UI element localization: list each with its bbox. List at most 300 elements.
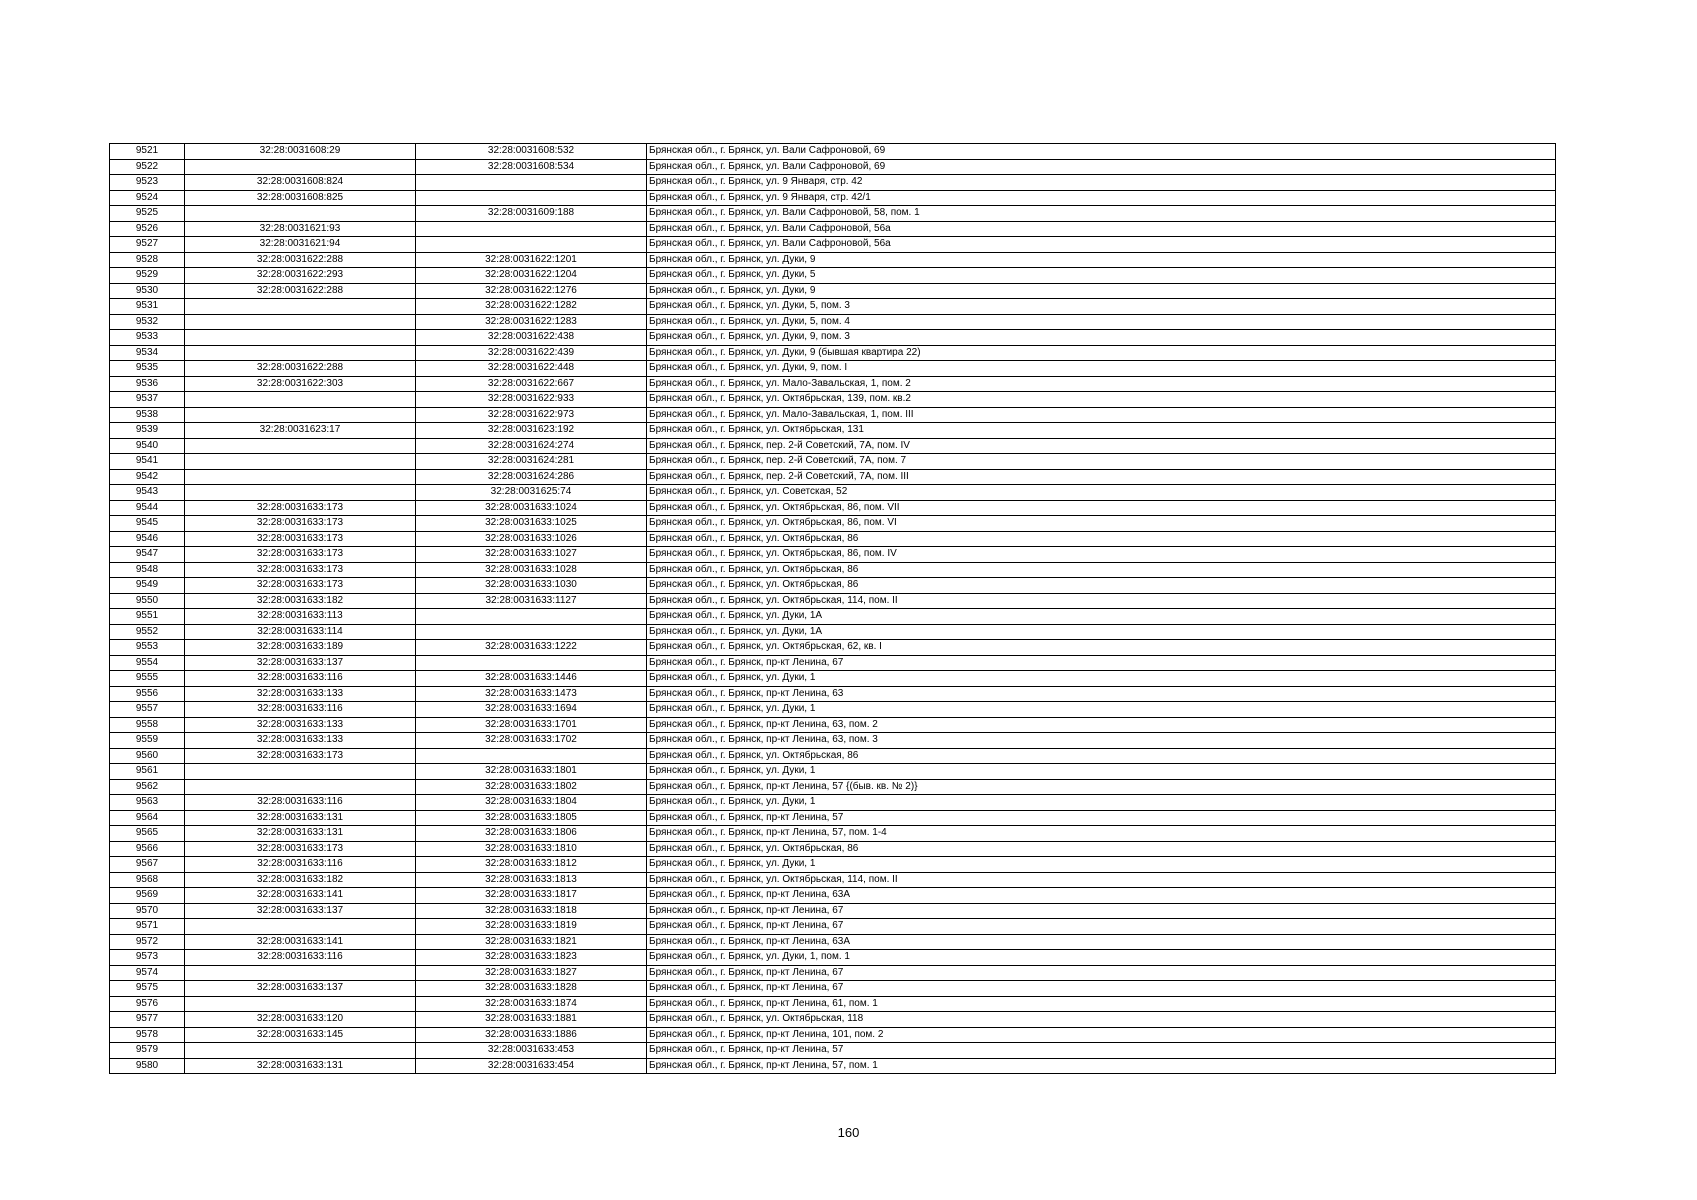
address-cell: Брянская обл., г. Брянск, ул. Вали Сафроновой, 56а xyxy=(647,237,1556,253)
table-row xyxy=(110,283,1556,299)
address-cell: Брянская обл., г. Брянск, пр-кт Ленина, 63А xyxy=(647,888,1556,904)
land-plot-cadastral-number-cell: 32:28:0031633:131 xyxy=(185,810,416,826)
table-row xyxy=(110,144,1556,160)
land-plot-cadastral-number-cell: 32:28:0031633:173 xyxy=(185,748,416,764)
row-number-cell: 9555 xyxy=(110,671,185,687)
address-cell: Брянская обл., г. Брянск, ул. Октябрьская, 86 xyxy=(647,562,1556,578)
land-plot-cadastral-number-cell: 32:28:0031633:116 xyxy=(185,702,416,718)
object-cadastral-number-cell: 32:28:0031633:454 xyxy=(416,1058,647,1074)
table-row xyxy=(110,1012,1556,1028)
row-number-cell: 9556 xyxy=(110,686,185,702)
address-cell: Брянская обл., г. Брянск, ул. Октябрьская, 114, пом. II xyxy=(647,872,1556,888)
land-plot-cadastral-number-cell xyxy=(185,965,416,981)
row-number-cell: 9524 xyxy=(110,190,185,206)
table-row xyxy=(110,919,1556,935)
land-plot-cadastral-number-cell xyxy=(185,485,416,501)
land-plot-cadastral-number-cell: 32:28:0031633:116 xyxy=(185,857,416,873)
address-cell: Брянская обл., г. Брянск, ул. Вали Сафроновой, 56а xyxy=(647,221,1556,237)
address-cell: Брянская обл., г. Брянск, ул. Октябрьская, 139, пом. кв.2 xyxy=(647,392,1556,408)
address-cell: Брянская обл., г. Брянск, пер. 2-й Советский, 7А, пом. 7 xyxy=(647,454,1556,470)
land-plot-cadastral-number-cell: 32:28:0031633:173 xyxy=(185,531,416,547)
object-cadastral-number-cell: 32:28:0031633:453 xyxy=(416,1043,647,1059)
land-plot-cadastral-number-cell: 32:28:0031633:133 xyxy=(185,686,416,702)
address-cell: Брянская обл., г. Брянск, пр-кт Ленина, 101, пом. 2 xyxy=(647,1027,1556,1043)
address-cell: Брянская обл., г. Брянск, ул. Дуки, 1, пом. 1 xyxy=(647,950,1556,966)
table-row xyxy=(110,1027,1556,1043)
object-cadastral-number-cell: 32:28:0031622:933 xyxy=(416,392,647,408)
object-cadastral-number-cell: 32:28:0031633:1127 xyxy=(416,593,647,609)
object-cadastral-number-cell: 32:28:0031633:1881 xyxy=(416,1012,647,1028)
land-plot-cadastral-number-cell xyxy=(185,159,416,175)
address-cell: Брянская обл., г. Брянск, ул. Дуки, 1 xyxy=(647,671,1556,687)
object-cadastral-number-cell: 32:28:0031633:1813 xyxy=(416,872,647,888)
row-number-cell: 9568 xyxy=(110,872,185,888)
table-row xyxy=(110,996,1556,1012)
address-cell: Брянская обл., г. Брянск, ул. Дуки, 1А xyxy=(647,609,1556,625)
address-cell: Брянская обл., г. Брянск, ул. Октябрьская, 118 xyxy=(647,1012,1556,1028)
object-cadastral-number-cell xyxy=(416,221,647,237)
row-number-cell: 9564 xyxy=(110,810,185,826)
row-number-cell: 9521 xyxy=(110,144,185,160)
land-plot-cadastral-number-cell: 32:28:0031633:182 xyxy=(185,872,416,888)
land-plot-cadastral-number-cell: 32:28:0031608:29 xyxy=(185,144,416,160)
row-number-cell: 9573 xyxy=(110,950,185,966)
land-plot-cadastral-number-cell: 32:28:0031633:189 xyxy=(185,640,416,656)
object-cadastral-number-cell: 32:28:0031624:286 xyxy=(416,469,647,485)
object-cadastral-number-cell: 32:28:0031622:1201 xyxy=(416,252,647,268)
land-plot-cadastral-number-cell: 32:28:0031633:141 xyxy=(185,934,416,950)
land-plot-cadastral-number-cell: 32:28:0031621:94 xyxy=(185,237,416,253)
row-number-cell: 9569 xyxy=(110,888,185,904)
address-cell: Брянская обл., г. Брянск, пр-кт Ленина, 57 {(быв. кв. № 2)} xyxy=(647,779,1556,795)
table-row xyxy=(110,206,1556,222)
address-cell: Брянская обл., г. Брянск, ул. Мало-Завальская, 1, пом. 2 xyxy=(647,376,1556,392)
object-cadastral-number-cell: 32:28:0031622:1276 xyxy=(416,283,647,299)
land-plot-cadastral-number-cell xyxy=(185,330,416,346)
address-cell: Брянская обл., г. Брянск, ул. Дуки, 9, пом. 3 xyxy=(647,330,1556,346)
object-cadastral-number-cell: 32:28:0031622:667 xyxy=(416,376,647,392)
address-cell: Брянская обл., г. Брянск, пр-кт Ленина, 67 xyxy=(647,655,1556,671)
table-row xyxy=(110,531,1556,547)
row-number-cell: 9552 xyxy=(110,624,185,640)
object-cadastral-number-cell: 32:28:0031633:1446 xyxy=(416,671,647,687)
row-number-cell: 9549 xyxy=(110,578,185,594)
address-cell: Брянская обл., г. Брянск, ул. Дуки, 1 xyxy=(647,795,1556,811)
row-number-cell: 9566 xyxy=(110,841,185,857)
table-row xyxy=(110,361,1556,377)
land-plot-cadastral-number-cell: 32:28:0031633:173 xyxy=(185,516,416,532)
row-number-cell: 9578 xyxy=(110,1027,185,1043)
object-cadastral-number-cell xyxy=(416,624,647,640)
land-plot-cadastral-number-cell: 32:28:0031633:145 xyxy=(185,1027,416,1043)
table-row xyxy=(110,702,1556,718)
land-plot-cadastral-number-cell: 32:28:0031622:293 xyxy=(185,268,416,284)
address-cell: Брянская обл., г. Брянск, пр-кт Ленина, 63, пом. 3 xyxy=(647,733,1556,749)
object-cadastral-number-cell: 32:28:0031633:1805 xyxy=(416,810,647,826)
table-row xyxy=(110,655,1556,671)
page-number: 160 xyxy=(837,1125,860,1140)
row-number-cell: 9533 xyxy=(110,330,185,346)
land-plot-cadastral-number-cell xyxy=(185,299,416,315)
table-row xyxy=(110,733,1556,749)
address-cell: Брянская обл., г. Брянск, пер. 2-й Советский, 7А, пом. IV xyxy=(647,438,1556,454)
address-cell: Брянская обл., г. Брянск, ул. Дуки, 1 xyxy=(647,857,1556,873)
table-row xyxy=(110,841,1556,857)
table-row xyxy=(110,159,1556,175)
address-cell: Брянская обл., г. Брянск, ул. Октябрьская, 62, кв. I xyxy=(647,640,1556,656)
table-row xyxy=(110,717,1556,733)
table-row xyxy=(110,345,1556,361)
land-plot-cadastral-number-cell: 32:28:0031633:173 xyxy=(185,562,416,578)
object-cadastral-number-cell: 32:28:0031633:1812 xyxy=(416,857,647,873)
table-row xyxy=(110,981,1556,997)
row-number-cell: 9576 xyxy=(110,996,185,1012)
address-cell: Брянская обл., г. Брянск, пр-кт Ленина, 67 xyxy=(647,981,1556,997)
land-plot-cadastral-number-cell xyxy=(185,438,416,454)
land-plot-cadastral-number-cell: 32:28:0031633:113 xyxy=(185,609,416,625)
row-number-cell: 9545 xyxy=(110,516,185,532)
table-row xyxy=(110,826,1556,842)
table-row xyxy=(110,237,1556,253)
address-cell: Брянская обл., г. Брянск, ул. Октябрьская, 86 xyxy=(647,748,1556,764)
address-cell: Брянская обл., г. Брянск, ул. Дуки, 1 xyxy=(647,702,1556,718)
row-number-cell: 9565 xyxy=(110,826,185,842)
object-cadastral-number-cell xyxy=(416,237,647,253)
row-number-cell: 9522 xyxy=(110,159,185,175)
table-row xyxy=(110,500,1556,516)
row-number-cell: 9531 xyxy=(110,299,185,315)
row-number-cell: 9525 xyxy=(110,206,185,222)
table-row xyxy=(110,578,1556,594)
object-cadastral-number-cell: 32:28:0031633:1801 xyxy=(416,764,647,780)
object-cadastral-number-cell: 32:28:0031633:1806 xyxy=(416,826,647,842)
table-row xyxy=(110,624,1556,640)
table-row xyxy=(110,423,1556,439)
table-row xyxy=(110,934,1556,950)
land-plot-cadastral-number-cell: 32:28:0031633:141 xyxy=(185,888,416,904)
table-row xyxy=(110,469,1556,485)
table-row xyxy=(110,268,1556,284)
row-number-cell: 9577 xyxy=(110,1012,185,1028)
table-row xyxy=(110,795,1556,811)
land-plot-cadastral-number-cell xyxy=(185,469,416,485)
row-number-cell: 9536 xyxy=(110,376,185,392)
row-number-cell: 9551 xyxy=(110,609,185,625)
address-cell: Брянская обл., г. Брянск, ул. Октябрьская, 86, пом. VII xyxy=(647,500,1556,516)
row-number-cell: 9563 xyxy=(110,795,185,811)
object-cadastral-number-cell: 32:28:0031609:188 xyxy=(416,206,647,222)
row-number-cell: 9550 xyxy=(110,593,185,609)
object-cadastral-number-cell: 32:28:0031633:1222 xyxy=(416,640,647,656)
object-cadastral-number-cell: 32:28:0031633:1027 xyxy=(416,547,647,563)
row-number-cell: 9574 xyxy=(110,965,185,981)
row-number-cell: 9570 xyxy=(110,903,185,919)
address-cell: Брянская обл., г. Брянск, ул. Дуки, 9 xyxy=(647,283,1556,299)
row-number-cell: 9529 xyxy=(110,268,185,284)
object-cadastral-number-cell: 32:28:0031633:1473 xyxy=(416,686,647,702)
object-cadastral-number-cell: 32:28:0031623:192 xyxy=(416,423,647,439)
address-cell: Брянская обл., г. Брянск, пр-кт Ленина, 63А xyxy=(647,934,1556,950)
table-row xyxy=(110,764,1556,780)
land-plot-cadastral-number-cell: 32:28:0031633:173 xyxy=(185,841,416,857)
row-number-cell: 9539 xyxy=(110,423,185,439)
land-plot-cadastral-number-cell: 32:28:0031622:288 xyxy=(185,361,416,377)
row-number-cell: 9575 xyxy=(110,981,185,997)
table-row xyxy=(110,454,1556,470)
land-plot-cadastral-number-cell xyxy=(185,345,416,361)
row-number-cell: 9535 xyxy=(110,361,185,377)
object-cadastral-number-cell: 32:28:0031622:448 xyxy=(416,361,647,377)
object-cadastral-number-cell: 32:28:0031633:1804 xyxy=(416,795,647,811)
table-row xyxy=(110,299,1556,315)
table-row xyxy=(110,376,1556,392)
object-cadastral-number-cell: 32:28:0031608:532 xyxy=(416,144,647,160)
table-row xyxy=(110,748,1556,764)
object-cadastral-number-cell xyxy=(416,175,647,191)
address-cell: Брянская обл., г. Брянск, ул. Дуки, 9 (бывшая квартира 22) xyxy=(647,345,1556,361)
land-plot-cadastral-number-cell xyxy=(185,206,416,222)
land-plot-cadastral-number-cell: 32:28:0031633:120 xyxy=(185,1012,416,1028)
row-number-cell: 9554 xyxy=(110,655,185,671)
land-plot-cadastral-number-cell: 32:28:0031621:93 xyxy=(185,221,416,237)
table-row xyxy=(110,252,1556,268)
land-plot-cadastral-number-cell: 32:28:0031633:137 xyxy=(185,903,416,919)
row-number-cell: 9528 xyxy=(110,252,185,268)
address-cell: Брянская обл., г. Брянск, ул. Октябрьская, 86, пом. IV xyxy=(647,547,1556,563)
object-cadastral-number-cell: 32:28:0031633:1821 xyxy=(416,934,647,950)
land-plot-cadastral-number-cell: 32:28:0031633:131 xyxy=(185,1058,416,1074)
land-plot-cadastral-number-cell: 32:28:0031633:116 xyxy=(185,950,416,966)
address-cell: Брянская обл., г. Брянск, ул. Октябрьская, 131 xyxy=(647,423,1556,439)
object-cadastral-number-cell: 32:28:0031633:1024 xyxy=(416,500,647,516)
address-cell: Брянская обл., г. Брянск, пр-кт Ленина, 57, пом. 1 xyxy=(647,1058,1556,1074)
table-row xyxy=(110,950,1556,966)
table-row xyxy=(110,175,1556,191)
land-plot-cadastral-number-cell: 32:28:0031633:182 xyxy=(185,593,416,609)
row-number-cell: 9572 xyxy=(110,934,185,950)
table-row xyxy=(110,1043,1556,1059)
address-cell: Брянская обл., г. Брянск, ул. Октябрьская, 86 xyxy=(647,841,1556,857)
address-cell: Брянская обл., г. Брянск, ул. Октябрьская, 86 xyxy=(647,531,1556,547)
address-cell: Брянская обл., г. Брянск, ул. Дуки, 9 xyxy=(647,252,1556,268)
table-row xyxy=(110,547,1556,563)
table-row xyxy=(110,872,1556,888)
row-number-cell: 9547 xyxy=(110,547,185,563)
object-cadastral-number-cell: 32:28:0031622:438 xyxy=(416,330,647,346)
land-plot-cadastral-number-cell: 32:28:0031622:288 xyxy=(185,252,416,268)
address-cell: Брянская обл., г. Брянск, ул. Дуки, 5, пом. 3 xyxy=(647,299,1556,315)
row-number-cell: 9558 xyxy=(110,717,185,733)
land-plot-cadastral-number-cell: 32:28:0031622:303 xyxy=(185,376,416,392)
land-plot-cadastral-number-cell xyxy=(185,314,416,330)
table-row xyxy=(110,1058,1556,1074)
object-cadastral-number-cell: 32:28:0031633:1810 xyxy=(416,841,647,857)
row-number-cell: 9541 xyxy=(110,454,185,470)
row-number-cell: 9537 xyxy=(110,392,185,408)
object-cadastral-number-cell: 32:28:0031622:1283 xyxy=(416,314,647,330)
land-plot-cadastral-number-cell: 32:28:0031622:288 xyxy=(185,283,416,299)
address-cell: Брянская обл., г. Брянск, пр-кт Ленина, 57, пом. 1-4 xyxy=(647,826,1556,842)
land-plot-cadastral-number-cell xyxy=(185,407,416,423)
table-row xyxy=(110,779,1556,795)
object-cadastral-number-cell: 32:28:0031633:1828 xyxy=(416,981,647,997)
object-cadastral-number-cell: 32:28:0031622:1204 xyxy=(416,268,647,284)
registry-table xyxy=(109,143,1556,1074)
object-cadastral-number-cell xyxy=(416,609,647,625)
object-cadastral-number-cell: 32:28:0031633:1802 xyxy=(416,779,647,795)
address-cell: Брянская обл., г. Брянск, пр-кт Ленина, 67 xyxy=(647,965,1556,981)
address-cell: Брянская обл., г. Брянск, ул. Дуки, 1А xyxy=(647,624,1556,640)
land-plot-cadastral-number-cell xyxy=(185,996,416,1012)
row-number-cell: 9579 xyxy=(110,1043,185,1059)
address-cell: Брянская обл., г. Брянск, ул. 9 Января, стр. 42 xyxy=(647,175,1556,191)
object-cadastral-number-cell xyxy=(416,748,647,764)
row-number-cell: 9553 xyxy=(110,640,185,656)
row-number-cell: 9559 xyxy=(110,733,185,749)
table-row xyxy=(110,593,1556,609)
land-plot-cadastral-number-cell: 32:28:0031633:133 xyxy=(185,733,416,749)
object-cadastral-number-cell: 32:28:0031633:1886 xyxy=(416,1027,647,1043)
row-number-cell: 9567 xyxy=(110,857,185,873)
land-plot-cadastral-number-cell: 32:28:0031633:173 xyxy=(185,500,416,516)
land-plot-cadastral-number-cell: 32:28:0031623:17 xyxy=(185,423,416,439)
row-number-cell: 9538 xyxy=(110,407,185,423)
row-number-cell: 9557 xyxy=(110,702,185,718)
object-cadastral-number-cell: 32:28:0031633:1702 xyxy=(416,733,647,749)
table-row xyxy=(110,562,1556,578)
address-cell: Брянская обл., г. Брянск, пр-кт Ленина, 67 xyxy=(647,903,1556,919)
address-cell: Брянская обл., г. Брянск, ул. Вали Сафроновой, 58, пом. 1 xyxy=(647,206,1556,222)
address-cell: Брянская обл., г. Брянск, ул. Дуки, 5, пом. 4 xyxy=(647,314,1556,330)
object-cadastral-number-cell: 32:28:0031633:1030 xyxy=(416,578,647,594)
row-number-cell: 9534 xyxy=(110,345,185,361)
object-cadastral-number-cell xyxy=(416,655,647,671)
address-cell: Брянская обл., г. Брянск, пр-кт Ленина, 61, пом. 1 xyxy=(647,996,1556,1012)
table-row xyxy=(110,640,1556,656)
address-cell: Брянская обл., г. Брянск, ул. Мало-Завальская, 1, пом. III xyxy=(647,407,1556,423)
table-row xyxy=(110,438,1556,454)
table-row xyxy=(110,485,1556,501)
row-number-cell: 9548 xyxy=(110,562,185,578)
land-plot-cadastral-number-cell: 32:28:0031633:137 xyxy=(185,981,416,997)
address-cell: Брянская обл., г. Брянск, ул. Октябрьская, 86, пом. VI xyxy=(647,516,1556,532)
land-plot-cadastral-number-cell: 32:28:0031633:116 xyxy=(185,671,416,687)
table-row xyxy=(110,314,1556,330)
address-cell: Брянская обл., г. Брянск, пр-кт Ленина, 67 xyxy=(647,919,1556,935)
object-cadastral-number-cell: 32:28:0031633:1028 xyxy=(416,562,647,578)
address-cell: Брянская обл., г. Брянск, ул. Октябрьская, 114, пом. II xyxy=(647,593,1556,609)
land-plot-cadastral-number-cell: 32:28:0031633:131 xyxy=(185,826,416,842)
row-number-cell: 9540 xyxy=(110,438,185,454)
row-number-cell: 9546 xyxy=(110,531,185,547)
object-cadastral-number-cell: 32:28:0031633:1819 xyxy=(416,919,647,935)
object-cadastral-number-cell: 32:28:0031633:1694 xyxy=(416,702,647,718)
land-plot-cadastral-number-cell: 32:28:0031633:173 xyxy=(185,578,416,594)
land-plot-cadastral-number-cell: 32:28:0031633:173 xyxy=(185,547,416,563)
table-row xyxy=(110,407,1556,423)
table-row xyxy=(110,686,1556,702)
table-row xyxy=(110,516,1556,532)
address-cell: Брянская обл., г. Брянск, пер. 2-й Советский, 7А, пом. III xyxy=(647,469,1556,485)
address-cell: Брянская обл., г. Брянск, ул. Дуки, 5 xyxy=(647,268,1556,284)
address-cell: Брянская обл., г. Брянск, ул. 9 Января, стр. 42/1 xyxy=(647,190,1556,206)
object-cadastral-number-cell: 32:28:0031633:1701 xyxy=(416,717,647,733)
table-row xyxy=(110,888,1556,904)
address-cell: Брянская обл., г. Брянск, ул. Октябрьская, 86 xyxy=(647,578,1556,594)
land-plot-cadastral-number-cell: 32:28:0031608:825 xyxy=(185,190,416,206)
row-number-cell: 9530 xyxy=(110,283,185,299)
address-cell: Брянская обл., г. Брянск, пр-кт Ленина, 57 xyxy=(647,1043,1556,1059)
row-number-cell: 9571 xyxy=(110,919,185,935)
row-number-cell: 9526 xyxy=(110,221,185,237)
object-cadastral-number-cell: 32:28:0031622:439 xyxy=(416,345,647,361)
object-cadastral-number-cell: 32:28:0031633:1818 xyxy=(416,903,647,919)
registry-table-body xyxy=(110,144,1556,1074)
table-row xyxy=(110,330,1556,346)
row-number-cell: 9580 xyxy=(110,1058,185,1074)
row-number-cell: 9532 xyxy=(110,314,185,330)
object-cadastral-number-cell: 32:28:0031633:1026 xyxy=(416,531,647,547)
table-row xyxy=(110,221,1556,237)
table-row xyxy=(110,965,1556,981)
row-number-cell: 9560 xyxy=(110,748,185,764)
object-cadastral-number-cell: 32:28:0031633:1827 xyxy=(416,965,647,981)
land-plot-cadastral-number-cell: 32:28:0031633:137 xyxy=(185,655,416,671)
object-cadastral-number-cell: 32:28:0031633:1823 xyxy=(416,950,647,966)
address-cell: Брянская обл., г. Брянск, ул. Вали Сафроновой, 69 xyxy=(647,144,1556,160)
object-cadastral-number-cell: 32:28:0031624:274 xyxy=(416,438,647,454)
table-row xyxy=(110,392,1556,408)
land-plot-cadastral-number-cell: 32:28:0031608:824 xyxy=(185,175,416,191)
land-plot-cadastral-number-cell xyxy=(185,779,416,795)
row-number-cell: 9561 xyxy=(110,764,185,780)
address-cell: Брянская обл., г. Брянск, пр-кт Ленина, 57 xyxy=(647,810,1556,826)
object-cadastral-number-cell: 32:28:0031608:534 xyxy=(416,159,647,175)
address-cell: Брянская обл., г. Брянск, ул. Дуки, 9, пом. I xyxy=(647,361,1556,377)
row-number-cell: 9544 xyxy=(110,500,185,516)
object-cadastral-number-cell: 32:28:0031633:1874 xyxy=(416,996,647,1012)
table-row xyxy=(110,903,1556,919)
address-cell: Брянская обл., г. Брянск, пр-кт Ленина, 63 xyxy=(647,686,1556,702)
row-number-cell: 9527 xyxy=(110,237,185,253)
address-cell: Брянская обл., г. Брянск, ул. Дуки, 1 xyxy=(647,764,1556,780)
object-cadastral-number-cell: 32:28:0031624:281 xyxy=(416,454,647,470)
land-plot-cadastral-number-cell: 32:28:0031633:114 xyxy=(185,624,416,640)
land-plot-cadastral-number-cell xyxy=(185,392,416,408)
table-row xyxy=(110,609,1556,625)
row-number-cell: 9542 xyxy=(110,469,185,485)
land-plot-cadastral-number-cell: 32:28:0031633:133 xyxy=(185,717,416,733)
row-number-cell: 9523 xyxy=(110,175,185,191)
row-number-cell: 9562 xyxy=(110,779,185,795)
table-row xyxy=(110,810,1556,826)
object-cadastral-number-cell: 32:28:0031622:1282 xyxy=(416,299,647,315)
land-plot-cadastral-number-cell xyxy=(185,454,416,470)
object-cadastral-number-cell: 32:28:0031633:1025 xyxy=(416,516,647,532)
object-cadastral-number-cell: 32:28:0031622:973 xyxy=(416,407,647,423)
land-plot-cadastral-number-cell: 32:28:0031633:116 xyxy=(185,795,416,811)
land-plot-cadastral-number-cell xyxy=(185,1043,416,1059)
address-cell: Брянская обл., г. Брянск, пр-кт Ленина, 63, пом. 2 xyxy=(647,717,1556,733)
table-row xyxy=(110,857,1556,873)
table-row xyxy=(110,190,1556,206)
object-cadastral-number-cell: 32:28:0031625:74 xyxy=(416,485,647,501)
table-row xyxy=(110,671,1556,687)
row-number-cell: 9543 xyxy=(110,485,185,501)
land-plot-cadastral-number-cell xyxy=(185,919,416,935)
object-cadastral-number-cell xyxy=(416,190,647,206)
address-cell: Брянская обл., г. Брянск, ул. Вали Сафроновой, 69 xyxy=(647,159,1556,175)
